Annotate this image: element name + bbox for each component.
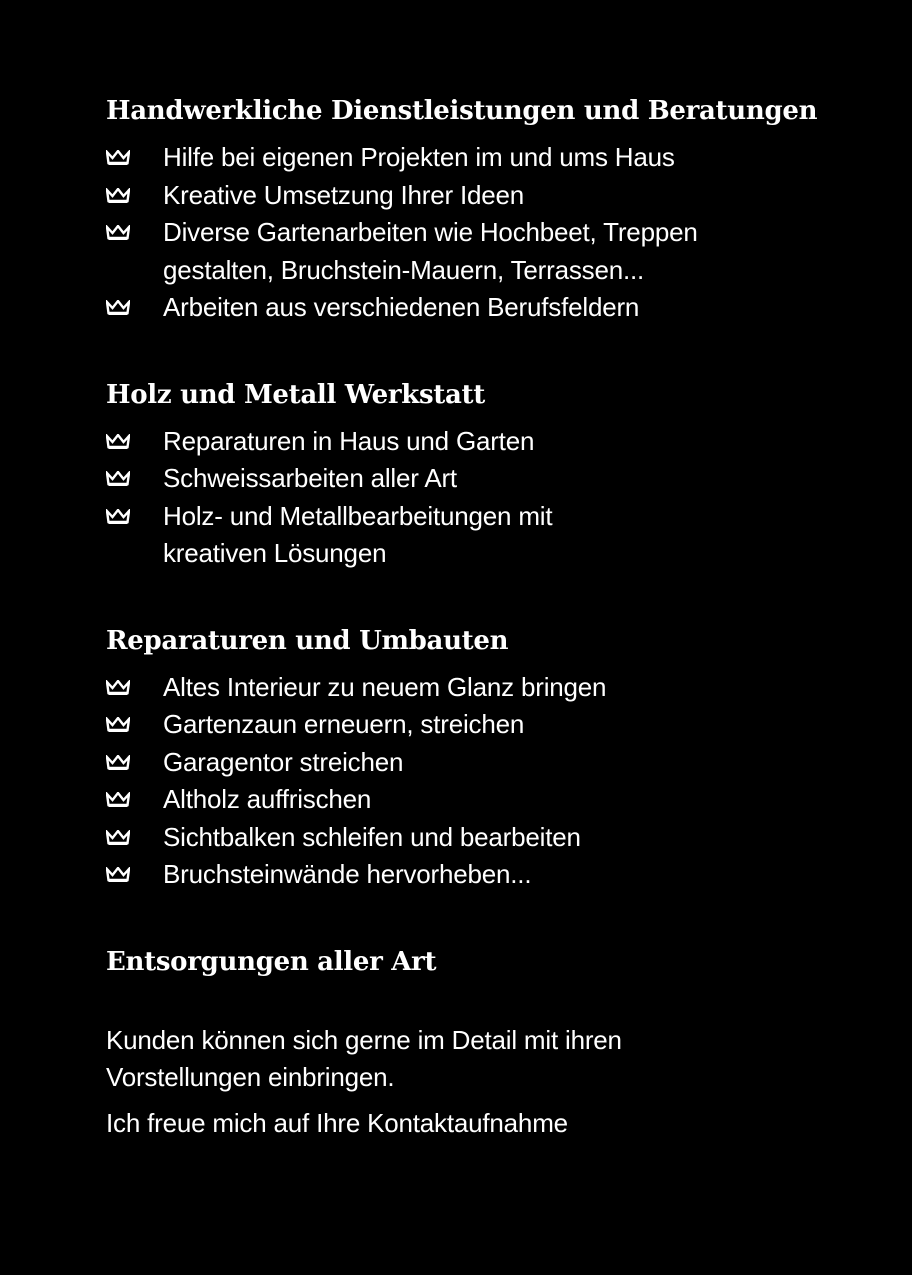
list-item-text: Sichtbalken schleifen und bearbeiten <box>163 821 581 852</box>
list-item <box>106 460 852 498</box>
list-item-text: Arbeiten aus verschiedenen Berufsfeldern <box>163 292 640 322</box>
closing-text <box>106 1022 852 1143</box>
contact-invitation: Ich freue mich auf Ihre Kontaktaufnahme <box>106 1107 568 1138</box>
list-item <box>106 856 852 894</box>
list-item <box>106 177 852 215</box>
closing-paragraph: Kunden können sich gerne im Detail mit ihren Vorstellungen einbringen. <box>106 1024 622 1092</box>
service-list <box>106 423 852 573</box>
crown-icon <box>106 471 130 487</box>
crown-icon <box>106 680 130 696</box>
list-item-text: Holz- und Metallbearbeitungen mit kreativen Lösungen <box>163 500 553 568</box>
service-list <box>106 669 852 894</box>
list-item <box>106 669 852 707</box>
crown-icon <box>106 755 130 771</box>
crown-icon <box>106 300 130 316</box>
crown-icon <box>106 225 130 241</box>
section-reparaturen-umbauten <box>106 623 852 894</box>
section-title: Entsorgungen aller Art <box>106 946 437 977</box>
list-item-text: Gartenzaun erneuern, streichen <box>163 709 525 739</box>
list-item-text: Garagentor streichen <box>163 746 404 777</box>
service-list <box>106 139 852 327</box>
list-item <box>106 744 852 782</box>
crown-icon <box>106 867 130 883</box>
list-item-text: Diverse Gartenarbeiten wie Hochbeet, Treppen gestalten, Bruchstein-Mauern, Terrassen... <box>163 217 698 285</box>
crown-icon <box>106 150 130 166</box>
crown-icon <box>106 434 130 450</box>
list-item <box>106 819 852 857</box>
list-item <box>106 289 852 327</box>
list-item-text: Schweissarbeiten aller Art <box>163 463 457 493</box>
section-title: Reparaturen und Umbauten <box>106 625 509 656</box>
list-item-text: Hilfe bei eigenen Projekten im und ums Haus <box>163 142 675 172</box>
crown-icon <box>106 792 130 808</box>
list-item <box>106 498 852 573</box>
list-item <box>106 781 852 819</box>
section-title: Holz und Metall Werkstatt <box>106 379 485 410</box>
list-item-text: Kreative Umsetzung Ihrer Ideen <box>163 179 525 210</box>
section-holz-metall-werkstatt <box>106 377 852 573</box>
crown-icon <box>106 717 130 733</box>
list-item <box>106 139 852 177</box>
list-item-text: Altholz auffrischen <box>163 784 372 814</box>
list-item-text: Reparaturen in Haus und Garten <box>163 425 535 456</box>
list-item-text: Altes Interieur zu neuem Glanz bringen <box>163 671 607 702</box>
list-item <box>106 214 852 289</box>
list-item <box>106 706 852 744</box>
section-title: Handwerkliche Dienstleistungen und Beratungen <box>106 96 818 126</box>
list-item <box>106 423 852 461</box>
section-handwerkliche-dienstleistungen <box>106 93 852 327</box>
crown-icon <box>106 188 130 204</box>
crown-icon <box>106 830 130 846</box>
section-entsorgungen <box>106 944 852 980</box>
crown-icon <box>106 509 130 525</box>
list-item-text: Bruchsteinwände hervorheben... <box>163 859 532 889</box>
